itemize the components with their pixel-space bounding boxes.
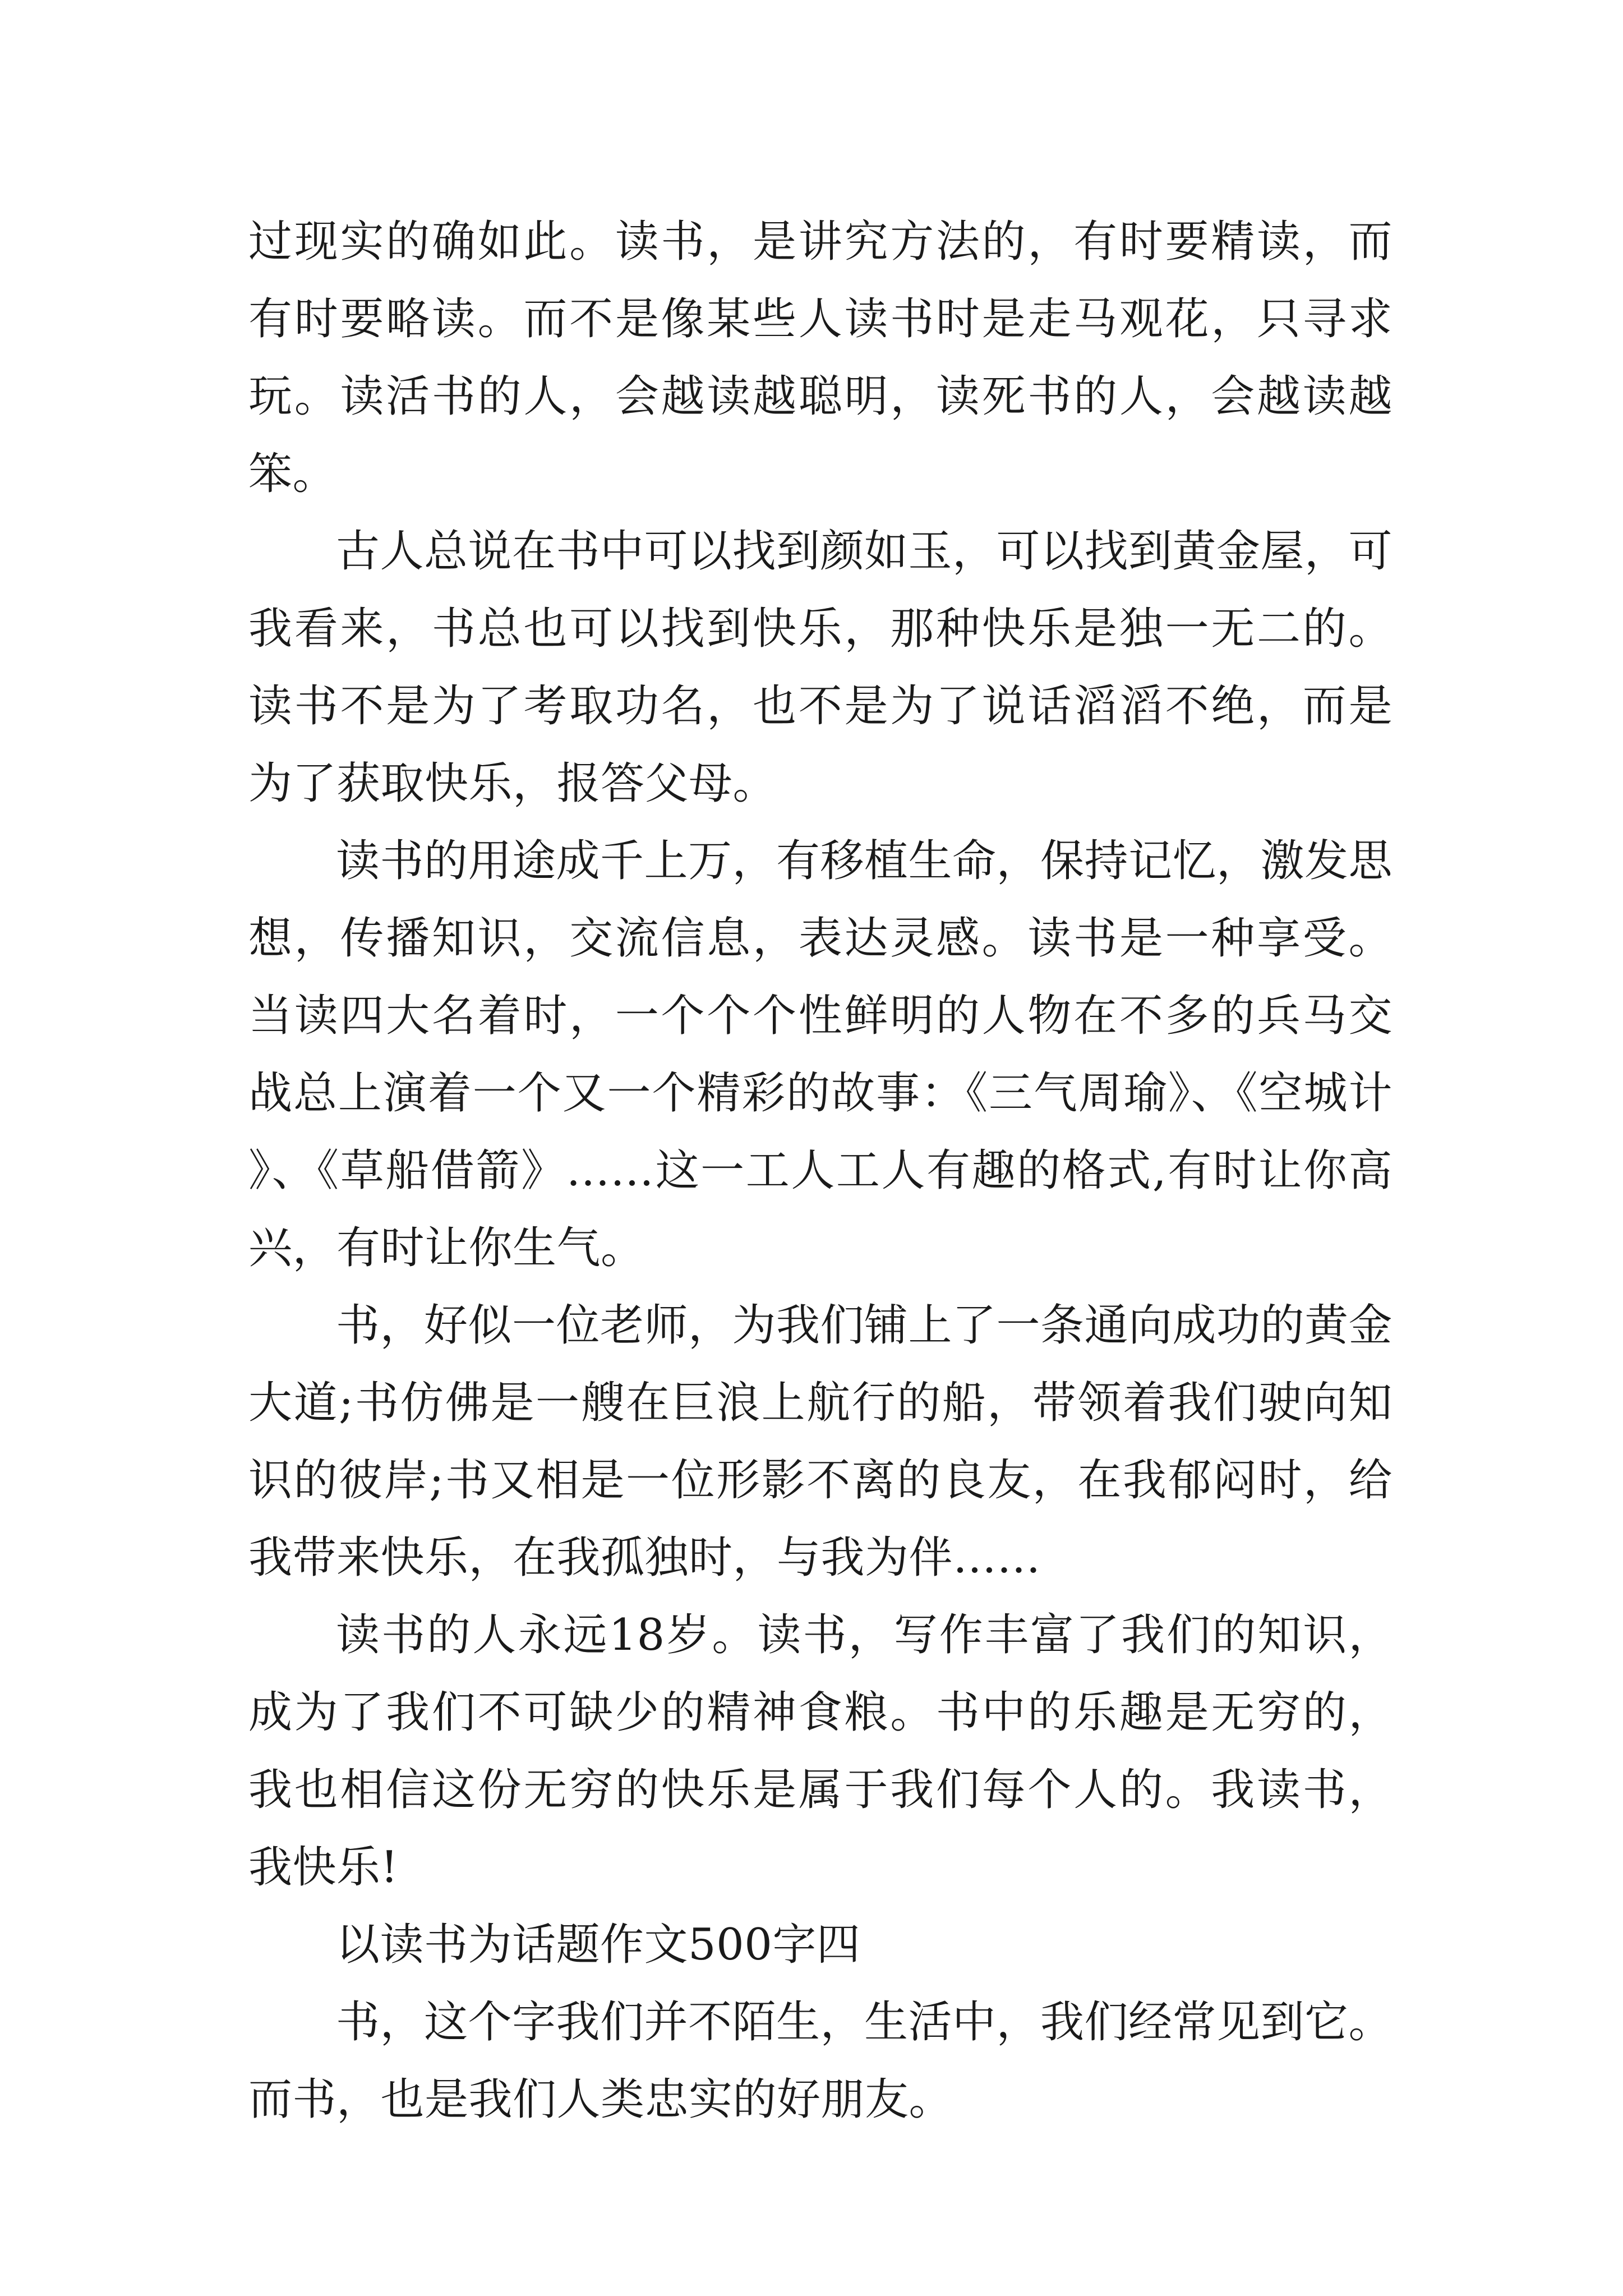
paragraph-1: 过现实的确如此。读书，是讲究方法的，有时要精读，而有时要略读。而不是像某些人读书时是走马观花，只寻求玩。读活书的人，会越读越聪明，读死书的人，会越读越笨。 (248, 217, 1393, 499)
paragraph-2: 古人总说在书中可以找到颜如玉，可以找到黄金屋，可我看来，书总也可以找到快乐，那种快乐是独一无二的。读书不是为了考取功名，也不是为了说话滔滔不绝，而是为了获取快乐，报答父母。 (248, 526, 1393, 809)
document-body (248, 203, 1393, 2138)
paragraph-6: 书，这个字我们并不陌生，生活中，我们经常见到它。而书，也是我们人类忠实的好朋友。 (248, 1997, 1393, 2125)
paragraph-3: 读书的用途成千上万，有移植生命，保持记忆，激发思想，传播知识，交流信息，表达灵感。读书是一种享受。当读四大名着时，一个个个性鲜明的人物在不多的兵马交战总上演着一个又一个精彩的故事：《三气周瑜》、《空城计》、《草船借箭》……这一工人工人有趣的格式,有时让你高兴，有时让你生气。 (248, 836, 1393, 1273)
paragraph-5: 读书的人永远18岁。读书，写作丰富了我们的知识，成为了我们不可缺少的精神食粮。书中的乐趣是无穷的，我也相信这份无穷的快乐是属于我们每个人的。我读书，我快乐! (248, 1610, 1393, 1893)
section-heading: 以读书为话题作文500字四 (336, 1920, 861, 1970)
paragraph-4: 书，好似一位老师，为我们铺上了一条通向成功的黄金大道;书仿佛是一艘在巨浪上航行的船，带领着我们驶向知识的彼岸;书又相是一位形影不离的良友，在我郁闷时，给我带来快乐，在我孤独时，与我为伴…… (248, 1300, 1393, 1583)
